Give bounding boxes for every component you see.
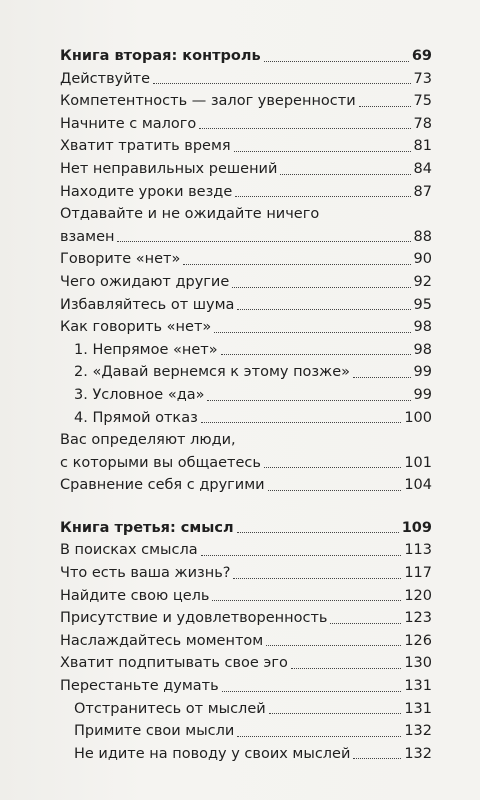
dot-leader [207, 400, 410, 401]
toc-entry-page: 78 [413, 115, 432, 132]
dot-leader [330, 623, 401, 624]
toc-entry [60, 562, 432, 585]
toc-entry-title: Примите свои мысли [74, 723, 235, 740]
dot-leader [201, 555, 402, 556]
toc-entry-title: Найдите свою цель [60, 587, 210, 604]
toc-entry [60, 607, 432, 630]
toc-entry-title: Чего ожидают другие [60, 273, 230, 290]
toc-entry-page: 123 [404, 610, 432, 627]
toc-entry-title: 4. Прямой отказ [74, 409, 198, 426]
toc-entry-title: с которыми вы общаетесь [60, 454, 261, 471]
dot-leader [266, 645, 401, 646]
toc-entry-title-line1: Отдавайте и не ожидайте ничего [60, 206, 320, 223]
toc-entry [60, 452, 432, 475]
toc-entry [60, 158, 432, 181]
toc-entry-page: 90 [413, 251, 432, 268]
toc-entry-title: Хватит подпитывать свое эго [60, 655, 288, 672]
toc-entry-line1 [60, 203, 432, 226]
dot-leader [237, 309, 410, 310]
dot-leader [199, 128, 410, 129]
toc-entry-title: 1. Непрямое «нет» [74, 341, 218, 358]
toc-entry [60, 113, 432, 136]
toc-section-heading [60, 517, 432, 540]
toc-entry-title: Сравнение себя с другими [60, 477, 265, 494]
dot-leader [234, 151, 411, 152]
toc-entry [60, 585, 432, 608]
toc-entry-title: 2. «Давай вернемся к этому позже» [74, 364, 350, 381]
toc-heading-title: Книга третья: смысл [60, 519, 234, 536]
toc-entry-page: 73 [413, 70, 432, 87]
dot-leader [235, 196, 410, 197]
toc-entry-title: Находите уроки везде [60, 183, 233, 200]
dot-leader [280, 174, 410, 175]
toc-entry-page: 132 [404, 745, 432, 762]
toc-entry-page: 100 [404, 409, 432, 426]
toc-entry-page: 92 [413, 273, 432, 290]
toc-entry [60, 135, 432, 158]
toc-entry-title: Хватит тратить время [60, 138, 231, 155]
toc-entry [60, 68, 432, 91]
toc-entry-title: Нет неправильных решений [60, 160, 278, 177]
dot-leader [222, 691, 402, 692]
toc-subentry [60, 720, 432, 743]
toc-entry-page: 99 [413, 364, 432, 381]
toc-entry [60, 226, 432, 249]
toc-subentry [60, 407, 432, 430]
toc-entry-title: Наслаждайтесь моментом [60, 632, 264, 649]
toc-entry-title: Как говорить «нет» [60, 319, 212, 336]
toc-entry-title: Компетентность — залог уверенности [60, 93, 356, 110]
dot-leader [291, 668, 401, 669]
dot-leader [153, 83, 411, 84]
dot-leader [233, 578, 401, 579]
toc-entry-title: Что есть ваша жизнь? [60, 565, 231, 582]
dot-leader [117, 241, 410, 242]
toc-entry [60, 294, 432, 317]
toc-entry-title: Присутствие и удовлетворенность [60, 610, 328, 627]
toc-entry-line1 [60, 429, 432, 452]
toc-entry-title: Начните с малого [60, 115, 197, 132]
dot-leader [353, 758, 401, 759]
toc-entry-page: 99 [413, 386, 432, 403]
toc-entry-title: Отстранитесь от мыслей [74, 700, 266, 717]
toc-entry [60, 474, 432, 497]
toc-entry [60, 652, 432, 675]
toc-entry-page: 117 [404, 565, 432, 582]
dot-leader [214, 332, 410, 333]
dot-leader [237, 532, 399, 533]
toc-entry-title: 3. Условное «да» [74, 386, 205, 403]
toc-entry-title: Избавляйтесь от шума [60, 296, 235, 313]
toc-entry [60, 630, 432, 653]
toc-entry-title: Говорите «нет» [60, 251, 181, 268]
toc-subentry [60, 698, 432, 721]
dot-leader [237, 736, 401, 737]
toc-heading-title: Книга вторая: контроль [60, 48, 261, 64]
toc-entry-page: 131 [404, 700, 432, 717]
toc-entry-page: 88 [413, 228, 432, 245]
toc-entry-page: 98 [413, 341, 432, 358]
dot-leader [264, 467, 401, 468]
toc-entry-page: 101 [404, 454, 432, 471]
toc-entry-page: 95 [413, 296, 432, 313]
toc-entry [60, 90, 432, 113]
toc-entry-page: 126 [404, 632, 432, 649]
toc-entry [60, 675, 432, 698]
toc-entry-page: 87 [413, 183, 432, 200]
toc-entry-page: 113 [404, 542, 432, 559]
toc-entry [60, 539, 432, 562]
toc-subentry [60, 339, 432, 362]
dot-leader [264, 61, 409, 62]
toc-entry [60, 316, 432, 339]
toc-entry-page: 75 [413, 93, 432, 110]
toc-heading-page: 109 [401, 519, 432, 536]
table-of-contents [60, 45, 432, 765]
toc-entry-page: 104 [404, 477, 432, 494]
toc-entry-title-line1: Вас определяют люди, [60, 432, 236, 449]
toc-section-heading [60, 45, 432, 68]
toc-entry-title: Действуйте [60, 70, 151, 87]
dot-leader [212, 600, 401, 601]
dot-leader [201, 422, 402, 423]
dot-leader [183, 264, 410, 265]
toc-entry-page: 84 [413, 160, 432, 177]
toc-entry-title: Перестаньте думать [60, 678, 219, 695]
toc-entry-page: 132 [404, 723, 432, 740]
toc-heading-page: 69 [411, 48, 432, 64]
section-gap [60, 497, 432, 517]
dot-leader [221, 354, 411, 355]
dot-leader [353, 377, 411, 378]
toc-entry-page: 81 [413, 138, 432, 155]
dot-leader [268, 490, 402, 491]
toc-subentry [60, 743, 432, 766]
toc-entry [60, 248, 432, 271]
toc-entry [60, 181, 432, 204]
toc-entry-title: взамен [60, 228, 115, 245]
toc-entry-page: 131 [404, 678, 432, 695]
toc-entry-title: Не идите на поводу у своих мыслей [74, 745, 351, 762]
toc-entry [60, 271, 432, 294]
toc-entry-page: 98 [413, 319, 432, 336]
dot-leader [269, 713, 402, 714]
dot-leader [359, 106, 411, 107]
toc-entry-page: 120 [404, 587, 432, 604]
toc-subentry [60, 384, 432, 407]
toc-entry-title: В поисках смысла [60, 542, 198, 559]
toc-entry-page: 130 [404, 655, 432, 672]
toc-subentry [60, 361, 432, 384]
dot-leader [232, 287, 410, 288]
